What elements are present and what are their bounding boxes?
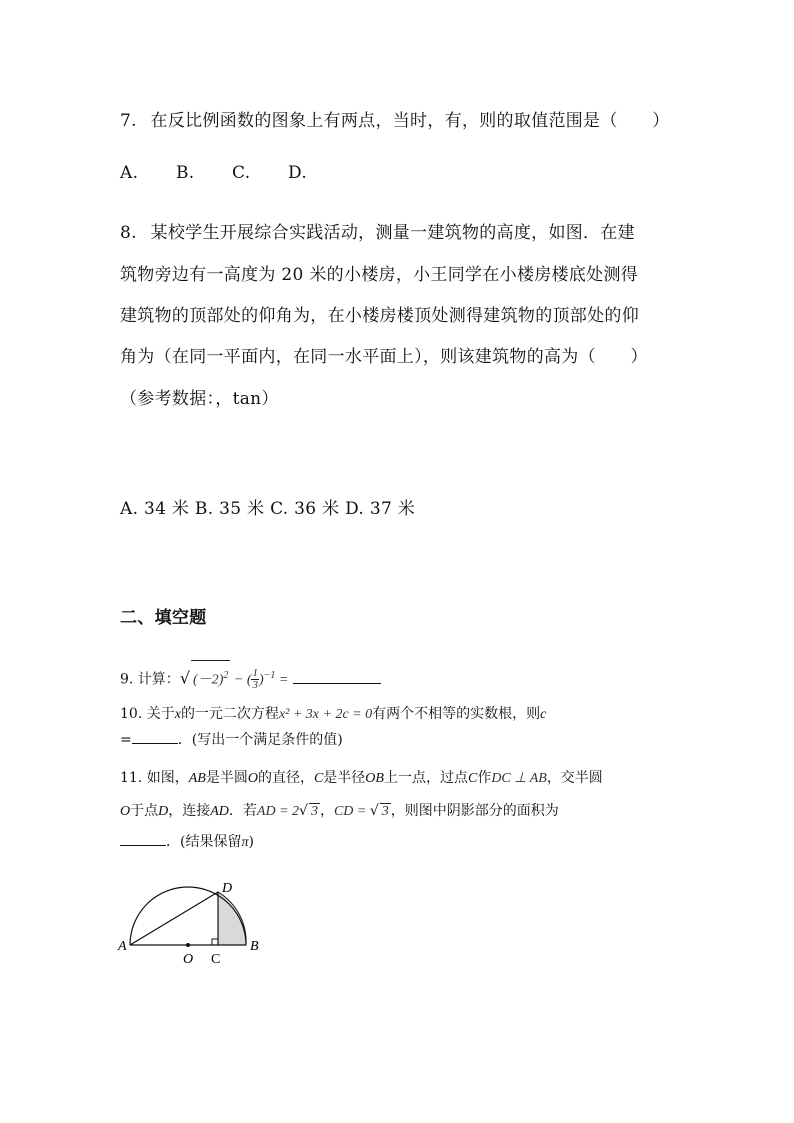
q11-c: C bbox=[313, 771, 324, 786]
q10-var-c: c bbox=[540, 707, 547, 722]
q11-pi: π bbox=[241, 835, 249, 850]
q11-t9: ，连接 bbox=[168, 803, 211, 819]
q9-minus: − bbox=[230, 672, 247, 688]
q7-option-a[interactable]: A. bbox=[120, 163, 139, 183]
q7-number: 7. bbox=[120, 111, 137, 131]
q11-o: O bbox=[247, 771, 258, 786]
q10-note: ．(写出一个满足条件的值) bbox=[177, 732, 343, 748]
q10-number: 10. bbox=[120, 706, 143, 722]
q10-var-x: x bbox=[174, 707, 181, 722]
q11-t3: 的直径， bbox=[257, 770, 314, 786]
label-b: B bbox=[250, 939, 259, 954]
q7-option-d[interactable]: D. bbox=[288, 163, 308, 183]
q9-equals: = bbox=[275, 672, 289, 688]
q11-c2: C bbox=[467, 771, 478, 786]
q7-option-c[interactable]: C. bbox=[232, 163, 251, 183]
q8-line1 bbox=[120, 218, 635, 243]
q11-ab: AB bbox=[188, 771, 206, 786]
q11-cd-rad: 3 bbox=[381, 804, 389, 819]
q7-options bbox=[120, 163, 344, 183]
q11-t2: 是半圆 bbox=[205, 770, 248, 786]
right-angle-mark bbox=[212, 939, 218, 945]
q9-fraction bbox=[251, 668, 259, 691]
chord-ad bbox=[130, 892, 218, 945]
q9-radicand bbox=[191, 660, 230, 696]
q9-number: 9. bbox=[120, 671, 134, 688]
q11-comma: ， bbox=[319, 803, 334, 819]
q11-t11: ，则图中阴影部分的面积为 bbox=[390, 803, 559, 819]
q11-t5: 上一点，过点 bbox=[383, 770, 468, 786]
q7-option-b[interactable]: B. bbox=[176, 163, 195, 183]
q11-ad: AD bbox=[210, 804, 229, 819]
q10-text-1: 关于 bbox=[146, 706, 175, 722]
q8-options[interactable]: A. 34 米 B. 35 米 C. 36 米 D. 37 米 bbox=[120, 499, 416, 519]
label-o: O bbox=[183, 952, 194, 967]
q11-o2: O bbox=[120, 804, 131, 819]
q11-cd-eq: CD = bbox=[333, 804, 370, 819]
label-c: C bbox=[211, 952, 221, 967]
q10-text-2: 的一元二次方程 bbox=[180, 706, 279, 722]
q11-ob: OB bbox=[365, 771, 384, 786]
q10-equation: x² + 3x + 2c = 0 bbox=[278, 707, 373, 722]
q11-line3 bbox=[120, 831, 254, 851]
q11-line1 bbox=[120, 767, 603, 787]
q11-ad-rad: 3 bbox=[310, 804, 318, 819]
q10-line1 bbox=[120, 703, 546, 723]
q10-text-3: 有两个不相等的实数根，则 bbox=[372, 706, 541, 722]
q10-answer-blank[interactable] bbox=[132, 729, 178, 744]
section-title: 二、填空题 bbox=[120, 608, 207, 628]
q10-line2 bbox=[120, 729, 343, 749]
q9-open-paren: ( bbox=[193, 672, 198, 688]
q9-frac-num: 1 bbox=[252, 667, 258, 680]
q7-text: 在反比例函数的图象上有两点，当时，有，则的取值范围是（ ） bbox=[150, 111, 670, 131]
q9-radicand-value: －2 bbox=[197, 672, 219, 688]
q11-perp: DC ⊥ AB bbox=[491, 771, 547, 786]
q11-answer-blank[interactable] bbox=[120, 831, 166, 846]
semicircle-figure bbox=[110, 875, 280, 970]
q11-d: D bbox=[158, 804, 169, 819]
q11-t10: ．若 bbox=[228, 803, 257, 819]
q8-line2: 筑物旁边有一高度为 20 米的小楼房，小王同学在小楼房楼底处测得 bbox=[120, 265, 639, 285]
q9-question: 9. 计算：√ $(-2)^2$ − ( $\frac{1}{3}$ )$^{-1}$ = bbox=[120, 660, 381, 696]
q11-ad-eq: AD = 2 bbox=[256, 804, 300, 819]
q11-note: ．(结果保留 bbox=[166, 834, 242, 850]
q8-line4: 角为（在同一平面内，在同一水平面上），则该建筑物的高为（ ） bbox=[120, 347, 648, 367]
q9-label: 计算： bbox=[137, 671, 180, 688]
q10-eq-sign: = bbox=[120, 732, 132, 748]
q11-number: 11. bbox=[120, 770, 143, 786]
q9-frac-exp: −1 bbox=[263, 670, 276, 681]
q9-answer-blank[interactable] bbox=[293, 669, 381, 684]
q11-t4: 是半径 bbox=[323, 770, 366, 786]
center-point bbox=[186, 943, 190, 947]
q8-line3: 建筑物的顶部处的仰角为，在小楼房楼顶处测得建筑物的顶部处的仰 bbox=[120, 306, 639, 326]
q9-close-paren: ) bbox=[218, 672, 224, 688]
q11-t1: 如图， bbox=[146, 770, 189, 786]
q7-question bbox=[120, 106, 670, 131]
label-d: D bbox=[222, 881, 233, 896]
q8-number: 8. bbox=[120, 223, 137, 243]
q11-t8: 于点 bbox=[130, 803, 159, 819]
label-a: A bbox=[118, 939, 127, 954]
q9-exp: 2 bbox=[223, 670, 229, 681]
q11-close: ) bbox=[248, 834, 254, 850]
q8-text-1: 某校学生开展综合实践活动，测量一建筑物的高度，如图．在建 bbox=[150, 223, 635, 243]
q11-line2: O于点D，连接AD．若AD = 2√ 3 ，CD = √ 3 ，则图中阴影部分的面积为 bbox=[120, 803, 559, 819]
q8-line5: （参考数据：，tan） bbox=[120, 389, 279, 409]
shaded-region bbox=[218, 892, 246, 945]
q11-t7: ，交半圆 bbox=[546, 770, 603, 786]
q11-t6: 作 bbox=[477, 770, 492, 786]
q9-frac-den: 3 bbox=[252, 679, 258, 692]
